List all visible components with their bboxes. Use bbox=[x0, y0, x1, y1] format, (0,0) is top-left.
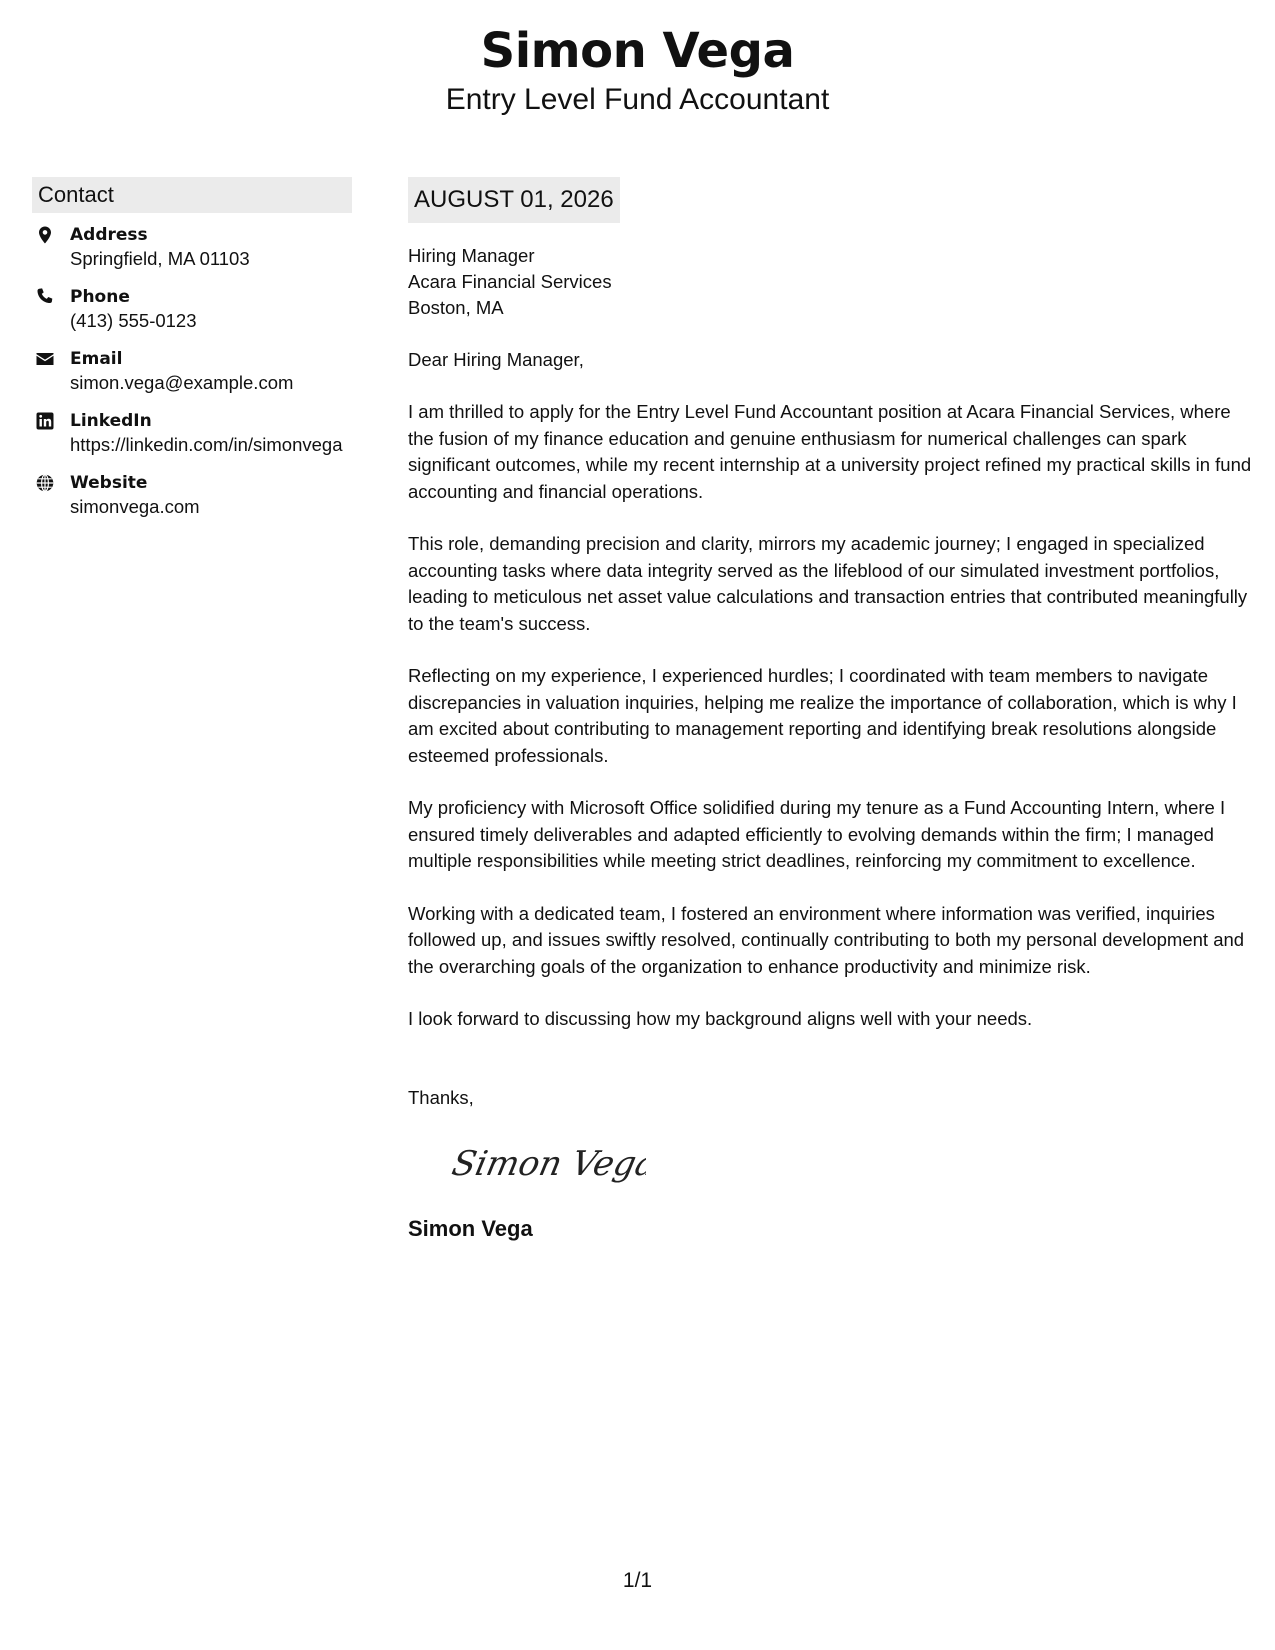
phone-value: (413) 555-0123 bbox=[70, 310, 197, 331]
globe-icon bbox=[35, 473, 57, 495]
letter-paragraph: My proficiency with Microsoft Office solidified during my tenure as a Fund Accounting Intern, where I ensured timely deliverables and adapted efficiently to evolving demands within the firm; I managed multiple responsibilities while meeting strict deadlines, reinforcing my commitment to excellence. bbox=[408, 797, 1226, 871]
letter-body bbox=[408, 177, 1253, 1243]
letter-date: AUGUST 01, 2026 bbox=[408, 177, 620, 223]
contact-address bbox=[32, 223, 352, 271]
contact-label: Phone bbox=[70, 287, 130, 307]
linkedin-icon bbox=[35, 411, 57, 433]
signature-image bbox=[446, 1139, 646, 1189]
contact-linkedin bbox=[32, 409, 352, 457]
contact-label: Email bbox=[70, 349, 123, 369]
contact-label: LinkedIn bbox=[70, 411, 152, 431]
applicant-name: Simon Vega bbox=[480, 23, 795, 79]
contact-phone bbox=[32, 285, 352, 333]
letter-paragraph: Working with a dedicated team, I fostered an environment where information was verified, inquiries followed up, and issues swiftly resolved, continually contributing to both my personal development and the overarching goals of the organization to enhance productivity and minimize risk. bbox=[408, 902, 1245, 977]
email-value[interactable]: simon.vega@example.com bbox=[70, 372, 294, 393]
closing: Thanks, bbox=[408, 1086, 474, 1108]
salutation: Dear Hiring Manager, bbox=[408, 349, 584, 370]
letter-paragraph: This role, demanding precision and clarity, mirrors my academic journey; I engaged in specialized accounting tasks where data integrity served as the lifeblood of our simulated investment portfolios, leading to meticulous net asset value calculations and transaction entries that contributed meaningfully to the team's success. bbox=[408, 533, 1248, 634]
address-value: Springfield, MA 01103 bbox=[70, 248, 250, 269]
recipient-line: Hiring Manager bbox=[408, 245, 535, 266]
contact-section-title: Contact bbox=[32, 177, 352, 213]
contact-label: Address bbox=[70, 225, 148, 245]
letter-paragraph: I am thrilled to apply for the Entry Level Fund Accountant position at Acara Financial Services, where the fusion of my finance education and genuine enthusiasm for numerical challenges can spark significant outcomes, while my recent internship at a university project refined my practical skills in fund accounting and financial operations. bbox=[408, 401, 1252, 502]
job-title: Entry Level Fund Accountant bbox=[445, 83, 830, 116]
recipient-block bbox=[408, 243, 1253, 321]
page-number: 1/1 bbox=[622, 1569, 653, 1592]
letter-header bbox=[0, 22, 1275, 118]
contact-list bbox=[32, 223, 352, 519]
letter-paragraph: I look forward to discussing how my background aligns well with your needs. bbox=[408, 1008, 1033, 1029]
contact-label: Website bbox=[70, 473, 148, 493]
envelope-icon bbox=[35, 349, 57, 371]
signature-text: Simon Vega bbox=[448, 1143, 646, 1184]
recipient-line: Acara Financial Services bbox=[408, 271, 612, 292]
linkedin-value[interactable]: https://linkedin.com/in/simonvega bbox=[70, 434, 343, 455]
contact-sidebar bbox=[32, 177, 352, 533]
recipient-line: Boston, MA bbox=[408, 297, 504, 318]
phone-icon bbox=[35, 287, 57, 309]
location-pin-icon bbox=[35, 225, 57, 247]
website-value[interactable]: simonvega.com bbox=[70, 496, 200, 517]
contact-email bbox=[32, 347, 352, 395]
handwritten-signature bbox=[446, 1139, 1253, 1189]
contact-website bbox=[32, 471, 352, 519]
signer-name: Simon Vega bbox=[408, 1215, 533, 1241]
letter-paragraph: Reflecting on my experience, I experienced hurdles; I coordinated with team members to navigate discrepancies in valuation inquiries, helping me realize the importance of collaboration, which is why I am excited about contributing to management reporting and identifying break resolutions alongside esteemed professionals. bbox=[408, 665, 1237, 766]
